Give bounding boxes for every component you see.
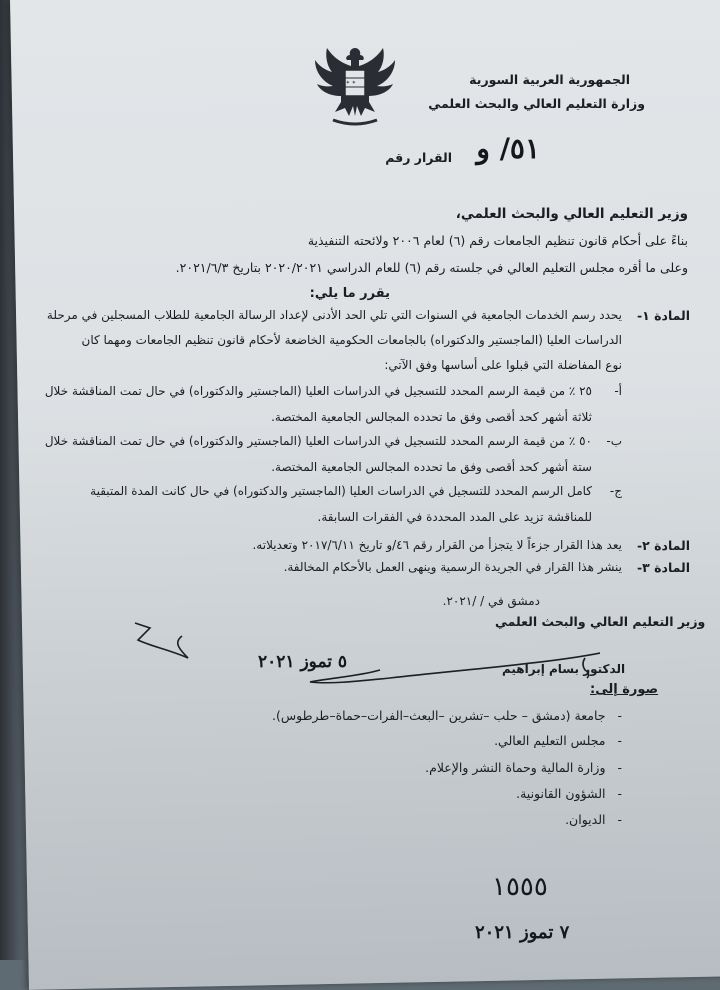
registry-date-handwritten: ٧ تموز ٢٠٢١: [475, 922, 570, 943]
article-1-line-1: يحدد رسم الخدمات الجامعية في السنوات التي تلي الحد الأدنى لإعداد الرسالة الجامعية للطلاب المسجلين في مرحلة: [46, 308, 622, 322]
item-a-line-1: ٢٥ ٪ من قيمة الرسم المحدد للتسجيل في الدراسات العليا (الماجستير والدكتوراه) في حال تمت المناقشة خلال: [44, 384, 592, 398]
article-2-text: يعد هذا القرار جزءاً لا يتجزأ من القرار رقم ٤٦/و تاريخ ٢٠١٧/٦/١١ وتعديلاته.: [252, 538, 622, 552]
decision-number-handwritten: ٥١/ و: [476, 132, 540, 165]
item-c-line-1: كامل الرسم المحدد للتسجيل في الدراسات العليا (الماجستير والدكتوراه) في حال كانت المدة المتبقية: [90, 484, 592, 498]
country-name: الجمهورية العربية السورية: [469, 72, 630, 87]
signatory-title: وزير التعليم العالي والبحث العلمي: [495, 614, 706, 629]
article-3-text: ينشر هذا القرار في الجريدة الرسمية وينهى العمل بالأحكام المخالفة.: [283, 560, 622, 574]
article-2-label: المادة ٢-: [636, 538, 690, 553]
preamble-line-1: بناءً على أحكام قانون تنظيم الجامعات رقم (٦) لعام ٢٠٠٦ ولائحته التنفيذية: [307, 233, 688, 248]
place-and-date: دمشق في / /٢٠٢١.: [442, 594, 540, 608]
article-1-label: المادة ١-: [636, 308, 690, 323]
copies-heading: صورة إلى:: [590, 682, 659, 697]
preamble-line-2: وعلى ما أقره مجلس التعليم العالي في جلسته رقم (٦) للعام الدراسي ٢٠٢٠/٢٠٢١ بتاريخ ٢٠٢١/٦/٣.: [175, 260, 688, 275]
item-b-line-2: ستة أشهر كحد أقصى وفق ما تحدده المجالس الجامعية المختصة.: [271, 460, 592, 474]
copies-item: -مجلس التعليم العالي.: [494, 733, 622, 748]
handwritten-signing-date: ٥ تموز ٢٠٢١: [258, 652, 348, 672]
signature-mark: [130, 618, 600, 698]
decision-number-label: القرار رقم: [385, 150, 452, 165]
article-3-label: المادة ٣-: [636, 560, 690, 575]
document: [20, 0, 710, 960]
copies-item: -جامعة (دمشق – حلب –تشرين –البعث–الفرات–حماة–طرطوس).: [272, 708, 622, 723]
ministry-name: وزارة التعليم العالي والبحث العلمي: [428, 96, 645, 111]
syrian-eagle-emblem-icon: [305, 40, 405, 128]
item-a-marker: أ-: [614, 384, 622, 398]
copies-item: -الديوان.: [565, 812, 622, 827]
item-a-line-2: ثلاثة أشهر كحد أقصى وفق ما تحدده المجالس الجامعية المختصة.: [271, 410, 592, 424]
item-c-marker: ج-: [609, 484, 622, 498]
copies-item: -وزارة المالية وحماة النشر والإعلام.: [425, 760, 622, 775]
decides-heading: يقرر ما يلي:: [309, 286, 390, 301]
item-b-line-1: ٥٠ ٪ من قيمة الرسم المحدد للتسجيل في الدراسات العليا (الماجستير والدكتوراه) في حال تمت المناقشة خلال: [44, 434, 592, 448]
item-c-line-2: للمناقشة تزيد على المدد المحددة في الفقرات السابقة.: [317, 510, 592, 524]
issuer-title: وزير التعليم العالي والبحث العلمي،: [455, 206, 688, 222]
article-1-line-2: الدراسات العليا (الماجستير والدكتوراه) بالجامعات الحكومية الخاضعة لأحكام قانون تنظيم الجامعات ومهما كان: [81, 333, 622, 347]
signatory-name: الدكتور بسام إبراهيم: [502, 662, 626, 676]
item-b-marker: ب-: [606, 434, 622, 448]
article-1-line-3: نوع المفاضلة التي قبلوا على أساسها وفق الآتي:: [384, 358, 622, 372]
registry-number-handwritten: ١٥٥٥: [492, 872, 548, 902]
svg-text:✶: ✶: [345, 80, 350, 86]
svg-text:✶: ✶: [351, 80, 356, 86]
copies-item: -الشؤون القانونية.: [516, 786, 622, 801]
